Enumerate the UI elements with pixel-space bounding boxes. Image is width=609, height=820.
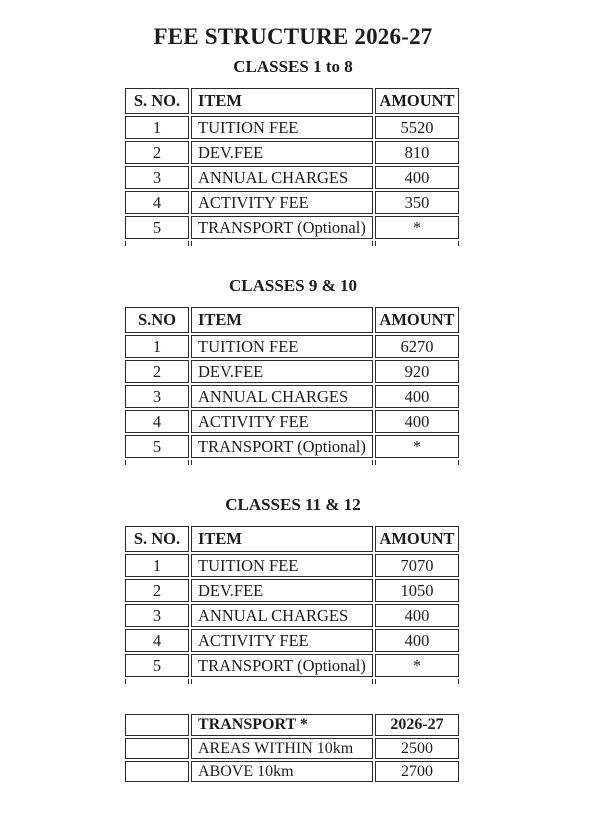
table-row: [125, 654, 459, 677]
cell-serial-number: 3: [125, 166, 189, 189]
cell-serial-number: 3: [125, 604, 189, 627]
section-heading-classes-1-8: CLASSES 1 to 8: [233, 57, 353, 76]
cell-item: TRANSPORT (Optional): [191, 654, 373, 677]
page-title: FEE STRUCTURE 2026-27: [153, 24, 433, 49]
table-row: [125, 335, 459, 358]
cell-serial-number: 4: [125, 629, 189, 652]
column-header: 2026-27: [375, 714, 459, 736]
table-row: [125, 738, 459, 759]
stub-cell: [191, 679, 373, 684]
table-row: [125, 604, 459, 627]
cell-item: TRANSPORT (Optional): [191, 216, 373, 239]
table-bottom-stub-row: [125, 460, 459, 465]
stub-cell: [125, 460, 189, 465]
transport-fee-table: [123, 712, 461, 784]
column-header: ITEM: [191, 88, 373, 114]
table-row: [125, 554, 459, 577]
table-row: [125, 385, 459, 408]
cell-item: DEV.FEE: [191, 360, 373, 383]
table-row: [125, 216, 459, 239]
cell-serial-number: 5: [125, 654, 189, 677]
cell-item: TUITION FEE: [191, 554, 373, 577]
cell-amount: 350: [375, 191, 459, 214]
cell-serial-number: [125, 738, 189, 759]
document-content: [123, 0, 463, 784]
table-row: [125, 141, 459, 164]
cell-amount: 400: [375, 604, 459, 627]
column-header: [125, 714, 189, 736]
table-row: [125, 116, 459, 139]
cell-amount: 1050: [375, 579, 459, 602]
cell-amount: 920: [375, 360, 459, 383]
cell-serial-number: 1: [125, 116, 189, 139]
table-row: [125, 360, 459, 383]
cell-amount: 5520: [375, 116, 459, 139]
table-header-row: [125, 714, 459, 736]
cell-amount: 400: [375, 166, 459, 189]
cell-item: ACTIVITY FEE: [191, 191, 373, 214]
cell-amount: 400: [375, 410, 459, 433]
column-header: S. NO.: [125, 526, 189, 552]
table-header-row: [125, 307, 459, 333]
cell-amount: *: [375, 654, 459, 677]
column-header: AMOUNT: [375, 88, 459, 114]
stub-cell: [375, 679, 459, 684]
cell-serial-number: 2: [125, 141, 189, 164]
cell-serial-number: 3: [125, 385, 189, 408]
column-header: S. NO.: [125, 88, 189, 114]
cell-amount: 400: [375, 629, 459, 652]
table-row: [125, 166, 459, 189]
table-row: [125, 191, 459, 214]
stub-cell: [125, 679, 189, 684]
column-header: ITEM: [191, 526, 373, 552]
cell-amount: *: [375, 216, 459, 239]
cell-amount: *: [375, 435, 459, 458]
column-header: AMOUNT: [375, 307, 459, 333]
cell-item: DEV.FEE: [191, 579, 373, 602]
cell-item: ACTIVITY FEE: [191, 629, 373, 652]
cell-serial-number: 1: [125, 335, 189, 358]
cell-item: ANNUAL CHARGES: [191, 166, 373, 189]
stub-cell: [125, 241, 189, 246]
cell-item: AREAS WITHIN 10km: [191, 738, 373, 759]
cell-amount: 2500: [375, 738, 459, 759]
fee-table-classes-11-12: [123, 524, 461, 686]
cell-item: TUITION FEE: [191, 335, 373, 358]
stub-cell: [375, 460, 459, 465]
cell-serial-number: 4: [125, 191, 189, 214]
cell-amount: 2700: [375, 761, 459, 782]
column-header: AMOUNT: [375, 526, 459, 552]
table-header-row: [125, 526, 459, 552]
cell-amount: 810: [375, 141, 459, 164]
column-header: TRANSPORT *: [191, 714, 373, 736]
cell-item: ABOVE 10km: [191, 761, 373, 782]
cell-serial-number: 4: [125, 410, 189, 433]
table-header-row: [125, 88, 459, 114]
column-header: S.NO: [125, 307, 189, 333]
cell-serial-number: 5: [125, 216, 189, 239]
cell-item: ANNUAL CHARGES: [191, 604, 373, 627]
table-row: [125, 761, 459, 782]
table-row: [125, 579, 459, 602]
cell-amount: 6270: [375, 335, 459, 358]
table-row: [125, 410, 459, 433]
table-bottom-stub-row: [125, 679, 459, 684]
fee-table-classes-9-10: [123, 305, 461, 467]
cell-item: TRANSPORT (Optional): [191, 435, 373, 458]
table-bottom-stub-row: [125, 241, 459, 246]
cell-item: TUITION FEE: [191, 116, 373, 139]
cell-serial-number: 5: [125, 435, 189, 458]
cell-item: ANNUAL CHARGES: [191, 385, 373, 408]
cell-serial-number: 1: [125, 554, 189, 577]
cell-serial-number: [125, 761, 189, 782]
column-header: ITEM: [191, 307, 373, 333]
table-row: [125, 629, 459, 652]
table-row: [125, 435, 459, 458]
section-heading-classes-9-10: CLASSES 9 & 10: [228, 276, 357, 295]
section-heading-classes-11-12: CLASSES 11 & 12: [225, 495, 361, 514]
stub-cell: [191, 460, 373, 465]
cell-item: DEV.FEE: [191, 141, 373, 164]
cell-amount: 400: [375, 385, 459, 408]
cell-item: ACTIVITY FEE: [191, 410, 373, 433]
cell-serial-number: 2: [125, 579, 189, 602]
cell-serial-number: 2: [125, 360, 189, 383]
stub-cell: [375, 241, 459, 246]
cell-amount: 7070: [375, 554, 459, 577]
fee-table-classes-1-8: [123, 86, 461, 248]
stub-cell: [191, 241, 373, 246]
